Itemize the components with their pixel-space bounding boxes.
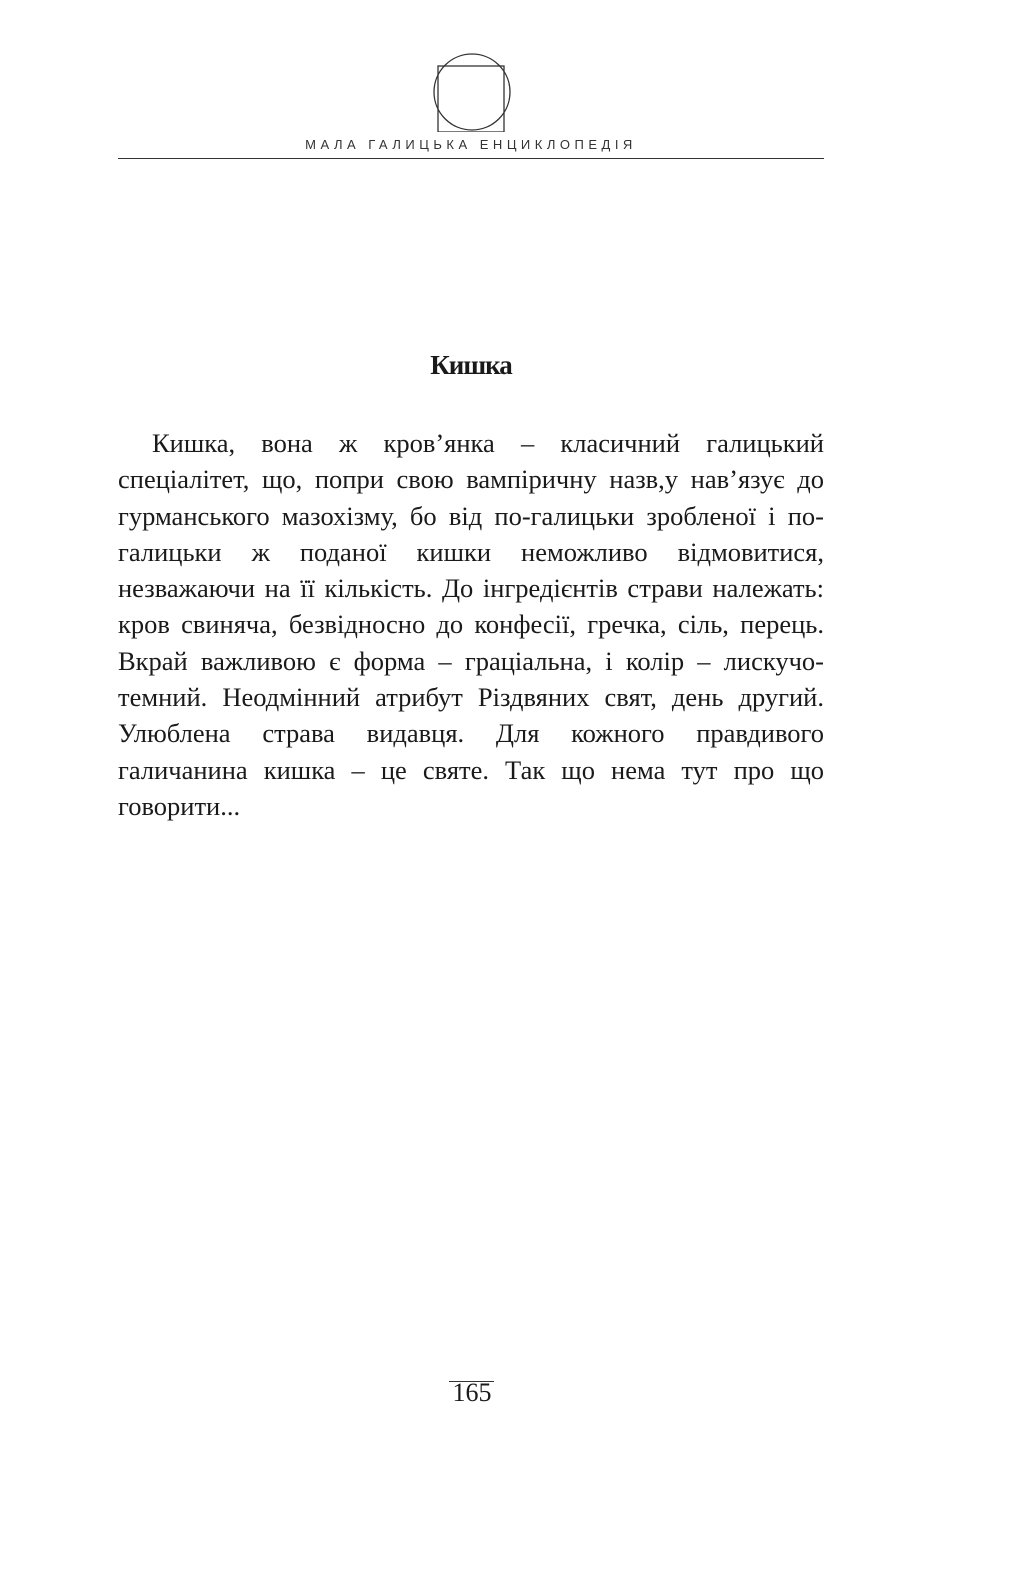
page-number: 165: [452, 1378, 492, 1407]
running-head-title: МАЛА ГАЛИЦЬКА ЕНЦИКЛОПЕДІЯ: [305, 137, 637, 152]
entry-body-text: Кишка, вона ж кров’янка – класичний галицький спеціалітет, що, попри свою вампіричну назв,у нав’язує до гурманського мазохізму, бо від по-галицьки зробленої і по-галицьки ж поданої кишки неможливо відмовитися, незважаючи на її кількість. До інгредієнтів страви належать: кров свиняча, безвідносно до конфесії, гречка, сіль, перець. Вкрай важливою є форма – граціальна, і колір – лискучо-темний. Неодмінний атрибут Різдвяних свят, день другий. Улюблена страва видавця. Для кожного правдивого галичанина кишка – це святе. Так що нема тут про що говорити...: [118, 428, 824, 821]
header-divider: [118, 158, 824, 159]
circle-square-emblem-icon: [432, 52, 512, 132]
entry-title: Кишка: [430, 350, 512, 380]
